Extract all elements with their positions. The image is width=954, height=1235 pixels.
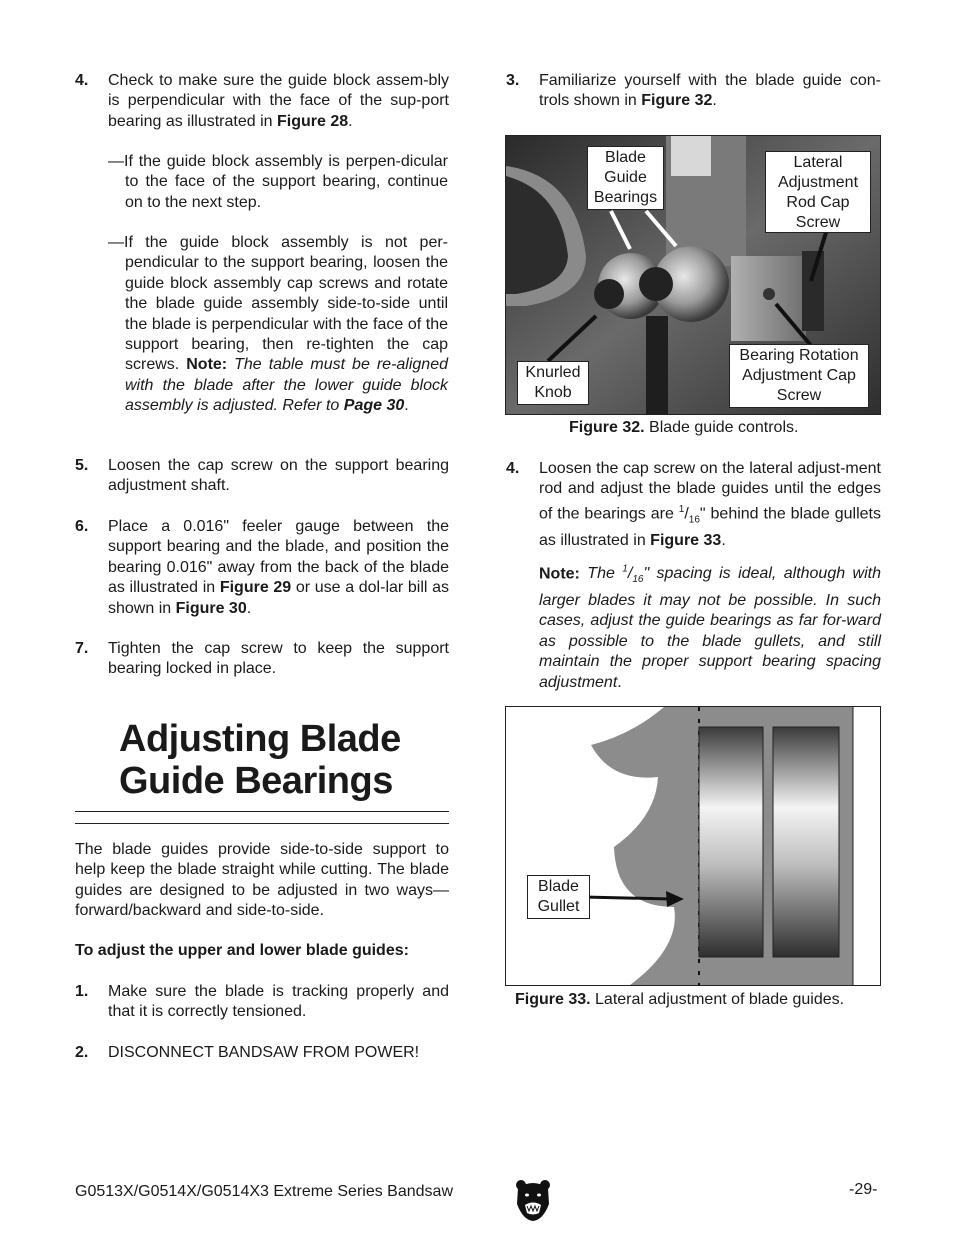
figure-32-ref: Figure 32 bbox=[641, 92, 713, 110]
step-text: Familiarize yourself with the blade guide con-trols shown in Figure 32. bbox=[539, 72, 881, 110]
step-number: 4. bbox=[506, 460, 520, 477]
step-number: 3. bbox=[506, 72, 520, 89]
callout-lateral-adjustment: Lateral Adjustment Rod Cap Screw bbox=[765, 151, 871, 233]
spacing-note: Note: The $^1/_{16}$" spacing is ideal, although with larger blades it may not be possible. In such cases, adjust the guide bearings as far for-ward as possible to the blade gullets, and still maintain the proper support bearing spacing adjustment. bbox=[539, 564, 881, 691]
callout-bearing-rotation: Bearing Rotation Adjustment Cap Screw bbox=[729, 344, 869, 408]
figure-30-ref: Figure 30 bbox=[175, 599, 247, 617]
step-text: Tighten the cap screw to keep the support bearing locked in place. bbox=[108, 640, 449, 678]
figure-33-ref: Figure 33 bbox=[650, 531, 722, 549]
saw-blade bbox=[646, 316, 668, 414]
subheading: To adjust the upper and lower blade guides: bbox=[75, 942, 409, 959]
step-text: Make sure the blade is tracking properly and that it is correctly tensioned. bbox=[108, 983, 449, 1021]
step-5 bbox=[75, 456, 449, 498]
step-number: 7. bbox=[75, 640, 89, 657]
step-text: DISCONNECT BANDSAW FROM POWER! bbox=[108, 1044, 420, 1061]
page-30-ref: Page 30 bbox=[343, 397, 405, 415]
section-heading: Adjusting Blade Guide Bearings bbox=[119, 718, 401, 802]
gullet-arrow-shaft bbox=[584, 897, 671, 899]
footer-page-number: -29- bbox=[849, 1181, 878, 1198]
step-7 bbox=[75, 639, 449, 681]
lateral-rod bbox=[802, 251, 824, 331]
figure-33-caption: Figure 33. Lateral adjustment of blade guides. bbox=[515, 991, 845, 1008]
step-number: 6. bbox=[75, 518, 89, 535]
grizzly-bear-logo-icon bbox=[513, 1178, 553, 1222]
guide-bearing-face-left bbox=[699, 727, 763, 957]
step-text: Loosen the cap screw on the lateral adjust-ment rod and adjust the blade guides until the edges of the bearings are $^1/_{16}$" behind the blade gullets as illustrated in Figure 33. bbox=[539, 460, 881, 549]
figure-32-photo bbox=[505, 135, 881, 415]
guide-bearing-face-right bbox=[773, 727, 839, 957]
intro-paragraph: The blade guides provide side-to-side support to help keep the blade straight while cutting. The blade guides are designed to be adjusted in two ways—forward/backward and side-to-side. bbox=[75, 841, 449, 920]
figure-29-ref: Figure 29 bbox=[219, 579, 292, 597]
figure-33-diagram bbox=[505, 706, 881, 986]
figure-28-ref: Figure 28 bbox=[276, 112, 349, 130]
blade-gullet-diagram bbox=[506, 707, 880, 985]
sub-step-not-perpendicular: —If the guide block assembly is not per-pendicular to the support bearing, loosen the guide block assembly cap screws and rotate the blade guide assembly side-to-side until the blade is perpendicular with the face of the support bearing, then re-tighten the cap screws. Note: The table must be re-aligned with the blade after the lower guide block assembly is adjusted. Refer to Page 30. bbox=[108, 234, 449, 415]
step-number: 4. bbox=[75, 72, 89, 89]
step-number: 2. bbox=[75, 1044, 89, 1061]
knurled-knob-left bbox=[594, 279, 624, 309]
footer-model: G0513X/G0514X/G0514X3 Extreme Series Bandsaw bbox=[75, 1183, 453, 1200]
step-text: Check to make sure the guide block assem-bly is perpendicular with the face of the sup-port bearing as illustrated in Figure 28. bbox=[108, 72, 449, 130]
step-number: 5. bbox=[75, 457, 89, 474]
note-label: Note: bbox=[186, 356, 228, 374]
step-1 bbox=[75, 982, 449, 1024]
scale-strip bbox=[671, 136, 711, 176]
heading-rule-bottom bbox=[75, 823, 449, 824]
cap-screw bbox=[763, 288, 775, 300]
callout-knurled-knob: Knurled Knob bbox=[517, 361, 589, 405]
step-text: Place a 0.016" feeler gauge between the support bearing and the blade, and position the bearing 0.016" away from the back of the blade as illustrated in Figure 29 or use a dol-lar bill as shown in Figure 30. bbox=[108, 518, 450, 617]
callout-blade-guide-bearings: Blade Guide Bearings bbox=[587, 146, 664, 210]
sub-step-perpendicular: —If the guide block assembly is perpen-dicular to the face of the support bearing, continue on to the next step. bbox=[108, 153, 448, 211]
step-3 bbox=[506, 71, 881, 113]
figure-32-caption: Figure 32. Blade guide controls. bbox=[569, 419, 799, 436]
knurled-knob-right bbox=[639, 267, 673, 301]
step-4-left bbox=[75, 71, 449, 133]
step-6 bbox=[75, 517, 449, 619]
step-text: Loosen the cap screw on the support bearing adjustment shaft. bbox=[108, 457, 449, 495]
step-4-right bbox=[506, 459, 881, 549]
step-2 bbox=[75, 1043, 449, 1065]
step-number: 1. bbox=[75, 983, 89, 1000]
callout-blade-gullet: Blade Gullet bbox=[527, 875, 590, 919]
heading-rule-top bbox=[75, 811, 449, 812]
blade-back-edge bbox=[853, 707, 880, 985]
